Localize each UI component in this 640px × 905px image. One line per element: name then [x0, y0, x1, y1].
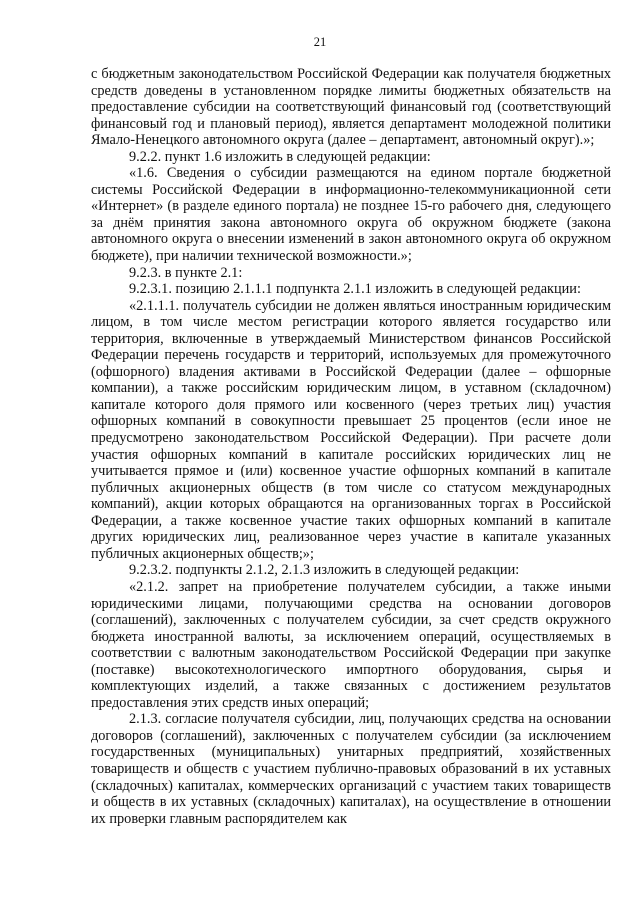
document-body	[91, 66, 611, 827]
paragraph: 9.2.3.1. позицию 2.1.1.1 подпункта 2.1.1 изложить в следующей редакции:	[129, 281, 581, 298]
paragraph: 9.2.3.2. подпункты 2.1.2, 2.1.3 изложить в следующей редакции:	[129, 562, 520, 579]
paragraph: 9.2.2. пункт 1.6 изложить в следующей редакции:	[129, 148, 431, 165]
paragraph: «2.1.1.1. получатель субсидии не должен являться иностранным юридическим лицом, в том числе местом регистрации которого является государство или территория, включенные в утверждаемый Министерством финансов Российской Федерации перечень государств и территорий, используемых для промежуточного (офшорного) владения активами в Российской Федерации (далее – офшорные компании), а также российским юридическим лицом, в уставном (складочном) капитале которого доля прямого или косвенного (через третьих лиц) участия офшорных компаний в совокупности превышает 25 процентов (если иное не предусмотрено законодательством Российской Федерации). При расчете доли участия офшорных компаний в капитале российских юридических лиц не учитывается прямое и (или) косвенное участие офшорных компаний в капитале публичных акционерных обществ (в том числе со статусом международных компаний), акции которых обращаются на организованных торгах в Российской Федерации, а также косвенное участие таких офшорных компаний в капитале других юридических лиц, реализованное через участие в капитале указанных публичных акционерных обществ;»;	[91, 297, 611, 562]
page-number: 21	[313, 35, 327, 49]
paragraph: «2.1.2. запрет на приобретение получателем субсидии, а также иными юридическими лицами, получающими средства на основании договоров (соглашений), заключенных с получателем субсидии, за счет средств окружного бюджета иностранной валюты, за исключением операций, осуществляемых в соответствии с валютным законодательством Российской Федерации при закупке (поставке) высокотехнологического импортного оборудования, сырья и комплектующих изделий, а также связанных с достижением результатов предоставления этих средств иных операций;	[91, 578, 611, 711]
paragraph: 9.2.3. в пункте 2.1:	[129, 264, 243, 281]
paragraph: «1.6. Сведения о субсидии размещаются на едином портале бюджетной системы Российской Федерации в информационно-телекоммуникационной сети «Интернет» (в разделе единого портала) не позднее 15-го рабочего дня, следующего за днём принятия закона автономного округа об окружном бюджете (закона автономного округа о внесении изменений в закон автономного округа об окружном бюджете), при наличии технической возможности.»;	[91, 165, 611, 265]
paragraph: с бюджетным законодательством Российской Федерации как получателя бюджетных средств доведены в установленном порядке лимиты бюджетных обязательств на предоставление субсидии на соответствующий финансовый год (соответствующий финансовый год и плановый период), является департамент молодежной политики Ямало-Ненецкого автономного округа (далее – департамент, автономный округ).»;	[91, 66, 611, 149]
paragraph: 2.1.3. согласие получателя субсидии, лиц, получающих средства на основании договоров (соглашений), заключенных с получателем субсидии (за исключением государственных (муниципальных) унитарных предприятий, хозяйственных товариществ и обществ с участием публично-правовых образований в их уставных (складочных) капиталах, коммерческих организаций с участием таких товариществ и обществ в их уставных (складочных) капиталах), на осуществление в отношении их проверки главным распорядителем как	[91, 711, 611, 827]
